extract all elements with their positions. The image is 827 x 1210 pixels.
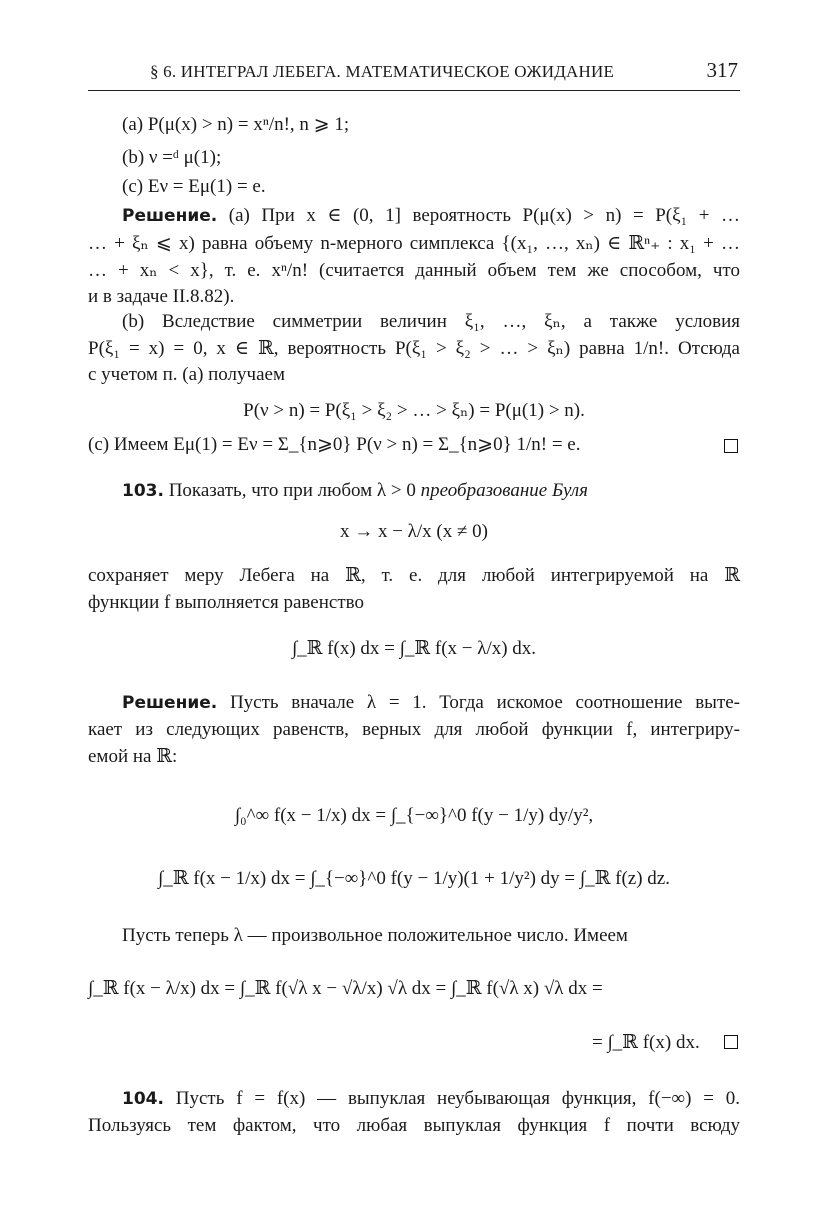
problem-number: 104. (122, 1089, 164, 1109)
problem-number: 103. (122, 481, 164, 501)
text-line: с учетом п. (а) получаем (88, 364, 285, 385)
formula-display: ∫_ℝ f(x − 1/x) dx = ∫_{−∞}^0 f(y − 1/y)(1 + 1/y²) dy = ∫_ℝ f(z) dz. (158, 868, 670, 889)
text-line: и в задаче II.8.82). (88, 286, 235, 307)
text-line: (b) Вследствие симметрии величин ξ₁, …, ξₙ, а также условия (122, 311, 740, 332)
problem-text: Показать, что при любом λ > 0 (168, 480, 416, 501)
solution-label: Решение. (122, 206, 218, 226)
text-line: … + ξₙ ⩽ x) равна объему n-мерного симплекса {(x₁, …, xₙ) ∈ ℝⁿ₊ : x₁ + … (88, 233, 740, 254)
problem-103-line (122, 478, 588, 504)
page-number: 317 (706, 58, 738, 82)
formula-display: ∫_ℝ f(x) dx = ∫_ℝ f(x − λ/x) dx. (291, 638, 537, 659)
solution-line (122, 690, 740, 716)
text-line: сохраняет меру Лебега на ℝ, т. е. для любой интегрируемой на ℝ (88, 565, 740, 586)
qed-box (724, 439, 738, 453)
item-c-solution: (c) Имеем Eμ(1) = Eν = Σ_{n⩾0} P(ν > n) = Σ_{n⩾0} 1/n! = e. (88, 434, 581, 455)
text-line: P(ξ₁ = x) = 0, x ∈ ℝ, вероятность P(ξ₁ > ξ₂ > … > ξₙ) равна 1/n!. Отсюда (88, 338, 740, 359)
formula-display: = ∫_ℝ f(x) dx. (592, 1032, 700, 1053)
header-title: § 6. ИНТЕГРАЛ ЛЕБЕГА. МАТЕМАТИЧЕСКОЕ ОЖИДАНИЕ (150, 62, 615, 81)
text-line: функции f выполняется равенство (88, 592, 364, 613)
running-header (88, 60, 740, 91)
formula-display: ∫_ℝ f(x − λ/x) dx = ∫_ℝ f(√λ x − √λ/x) √λ dx = ∫_ℝ f(√λ x) √λ dx = (88, 978, 603, 999)
qed-box (724, 1035, 738, 1049)
problem-104-line (122, 1086, 740, 1112)
problem-term: преобразование Буля (420, 480, 588, 501)
item-b: (b) ν =ᵈ μ(1); (122, 147, 222, 168)
solution-label: Решение. (122, 693, 218, 713)
text-line: … + xₙ < x}, т. е. xⁿ/n! (считается данный объем тем же способом, что (88, 260, 740, 281)
formula-display: x → x − λ/x (x ≠ 0) (339, 521, 489, 542)
item-c: (c) Eν = Eμ(1) = e. (122, 176, 266, 197)
text-line: Пусть теперь λ — произвольное положительное число. Имеем (122, 925, 628, 946)
text-line: кает из следующих равенств, верных для любой функции f, интегриру- (88, 719, 740, 740)
solution-text: Пусть вначале λ = 1. Тогда искомое соотношение выте- (229, 692, 741, 713)
solution-a-text: (a) При x ∈ (0, 1] вероятность P(μ(x) > n) = P(ξ₁ + … (228, 205, 740, 226)
problem-text: Пусть f = f(x) — выпуклая неубывающая функция, f(−∞) = 0. (175, 1088, 740, 1109)
solution-line-1 (122, 203, 740, 229)
formula-display: ∫₀^∞ f(x − 1/x) dx = ∫_{−∞}^0 f(y − 1/y) dy/y², (234, 805, 594, 826)
text-line: емой на ℝ: (88, 746, 178, 767)
item-a: (a) P(μ(x) > n) = xⁿ/n!, n ⩾ 1; (122, 114, 350, 135)
formula-display: P(ν > n) = P(ξ₁ > ξ₂ > … > ξₙ) = P(μ(1) > n). (243, 400, 585, 421)
text-line: Пользуясь тем фактом, что любая выпуклая функция f почти всюду (88, 1115, 740, 1136)
